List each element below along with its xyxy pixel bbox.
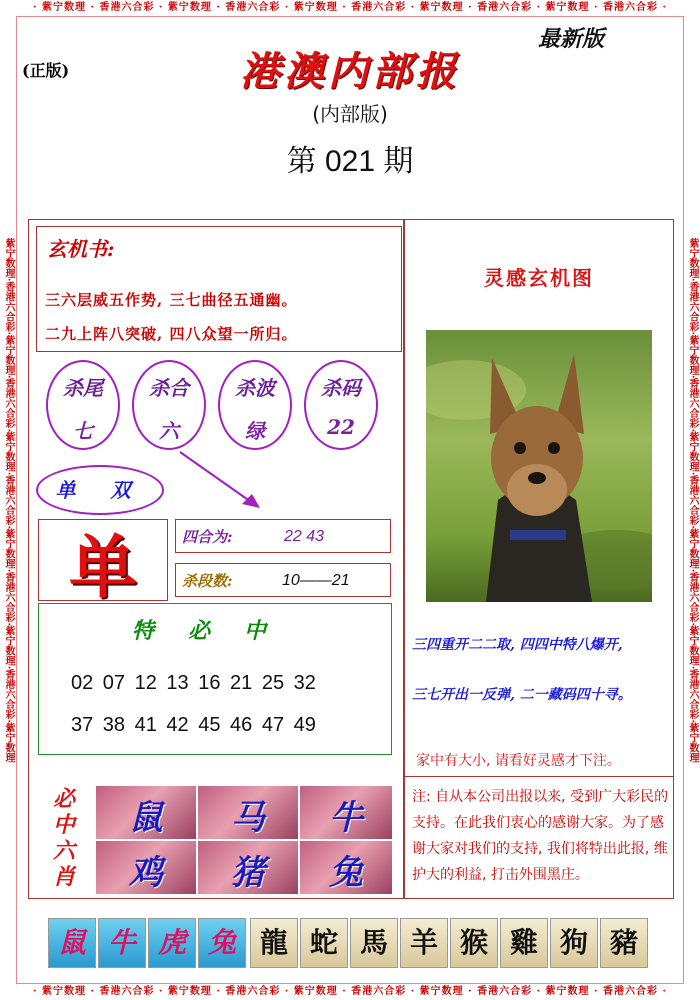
zodiac-cold-cell: 狗 (550, 918, 598, 968)
zodiac-tile (198, 786, 298, 839)
zodiac-strip (48, 918, 654, 970)
special-numbers-row-1: 02 07 12 13 16 21 25 32 (71, 672, 316, 694)
page-subtitle: (内部版) (312, 102, 388, 126)
riddle-line-1: 三四重开二二取, 四四中特八爆开, (412, 637, 623, 653)
oval-value: 七 (73, 419, 93, 443)
zodiac-char: 马 (231, 798, 265, 838)
zodiac-cold-cell: 羊 (400, 918, 448, 968)
zodiac-char: 牛 (329, 798, 363, 838)
zodiac-cold-cell: 猴 (450, 918, 498, 968)
zodiac-hot-cell: 鼠 (48, 918, 96, 968)
zodiac-cold-cell: 雞 (500, 918, 548, 968)
special-numbers-row-2: 37 38 41 42 45 46 47 49 (71, 714, 316, 736)
kill-segment-label: 杀段数: (182, 572, 233, 590)
arrow-icon (176, 448, 266, 514)
zodiac-char: 鸡 (129, 853, 163, 893)
border-right: 紫宁数理·香港六合彩·紫宁数理·香港六合彩·紫宁数理·香港六合彩·紫宁数理·香港六合彩·紫宁数理·香港六合彩·紫宁数理 (687, 237, 698, 763)
zodiac-cold-cell: 馬 (350, 918, 398, 968)
riddle-line-2: 三七开出一反弹, 二一藏码四十寻。 (412, 687, 632, 703)
zodiac-cold-cell: 豬 (600, 918, 648, 968)
single-big-char: 单 (68, 528, 137, 608)
zodiac-cold-cell: 龍 (250, 918, 298, 968)
zodiac-hot-cell: 兔 (198, 918, 246, 968)
zodiac-tile (198, 841, 298, 894)
kill-segment-box (175, 563, 391, 597)
dog-photo (426, 330, 652, 602)
border-left: 紫宁数理·香港六合彩·紫宁数理·香港六合彩·紫宁数理·香港六合彩·紫宁数理·香港六合彩·紫宁数理·香港六合彩·紫宁数理 (3, 237, 14, 763)
xuanji-title: 玄机书: (47, 237, 115, 261)
xuanji-line-2: 二九上阵八突破, 四八众望一所归。 (45, 325, 298, 343)
reminder-text: 家中有大小, 请看好灵感才下注。 (416, 753, 621, 769)
six-zodiac-label: 必中六肖 (52, 786, 75, 890)
oval-label: 杀波 (235, 376, 275, 400)
xuanji-box (36, 226, 402, 352)
oval-value: 22 (327, 415, 355, 439)
zodiac-char: 猪 (231, 853, 265, 893)
border-bottom: · 紫宁数理 · 香港六合彩 · 紫宁数理 · 香港六合彩 · 紫宁数理 · 香港六合彩 · 紫宁数理 · 香港六合彩 · 紫宁数理 · 香港六合彩 · (33, 986, 667, 997)
oval-value: 六 (159, 419, 179, 443)
oval-value: 绿 (245, 419, 265, 443)
special-box (38, 603, 392, 755)
zodiac-char: 鼠 (129, 798, 163, 838)
dog-illustration (426, 330, 652, 602)
oval-label: 杀码 (321, 376, 361, 400)
note-text: 注: 自从本公司出报以来, 受到广大彩民的支持。在此我们衷心的感谢大家。为了感谢大家对我们的支持, 我们将特出此报, 维护大的利益, 打击外围黑庄。 (412, 789, 669, 883)
xuanji-line-1: 三六层威五作势, 三七曲径五通幽。 (45, 291, 298, 309)
kill-number-oval (304, 360, 378, 450)
zodiac-tile (96, 841, 196, 894)
four-combo-box (175, 519, 391, 553)
oval-label: 杀尾 (63, 376, 103, 400)
zodiac-tile (96, 786, 196, 839)
zodiac-tile (300, 841, 392, 894)
kill-tail-oval (46, 360, 120, 450)
border-top: · 紫宁数理 · 香港六合彩 · 紫宁数理 · 香港六合彩 · 紫宁数理 · 香港六合彩 · 紫宁数理 · 香港六合彩 · 紫宁数理 · 香港六合彩 · (33, 2, 667, 13)
kill-segment-value: 10——21 (282, 572, 350, 589)
latest-label: 最新版 (538, 26, 605, 52)
special-title: 特必中 (131, 618, 300, 644)
zodiac-tile (300, 786, 392, 839)
single-double-oval: 单 双 (36, 465, 164, 515)
oval-label: 杀合 (149, 376, 189, 400)
page-title: 港澳内部报 (240, 48, 460, 95)
zodiac-char: 兔 (329, 853, 363, 893)
picture-title: 灵感玄机图 (484, 266, 594, 290)
zodiac-cold-cell: 蛇 (300, 918, 348, 968)
kill-wave-oval (218, 360, 292, 450)
issue-number: 第 021 期 (286, 145, 414, 178)
kill-combo-oval (132, 360, 206, 450)
zodiac-hot-cell: 牛 (98, 918, 146, 968)
edition-label: (正版) (22, 61, 70, 80)
four-combo-value: 22 43 (284, 528, 325, 545)
four-combo-label: 四合为: (182, 528, 233, 546)
zodiac-hot-cell: 虎 (148, 918, 196, 968)
